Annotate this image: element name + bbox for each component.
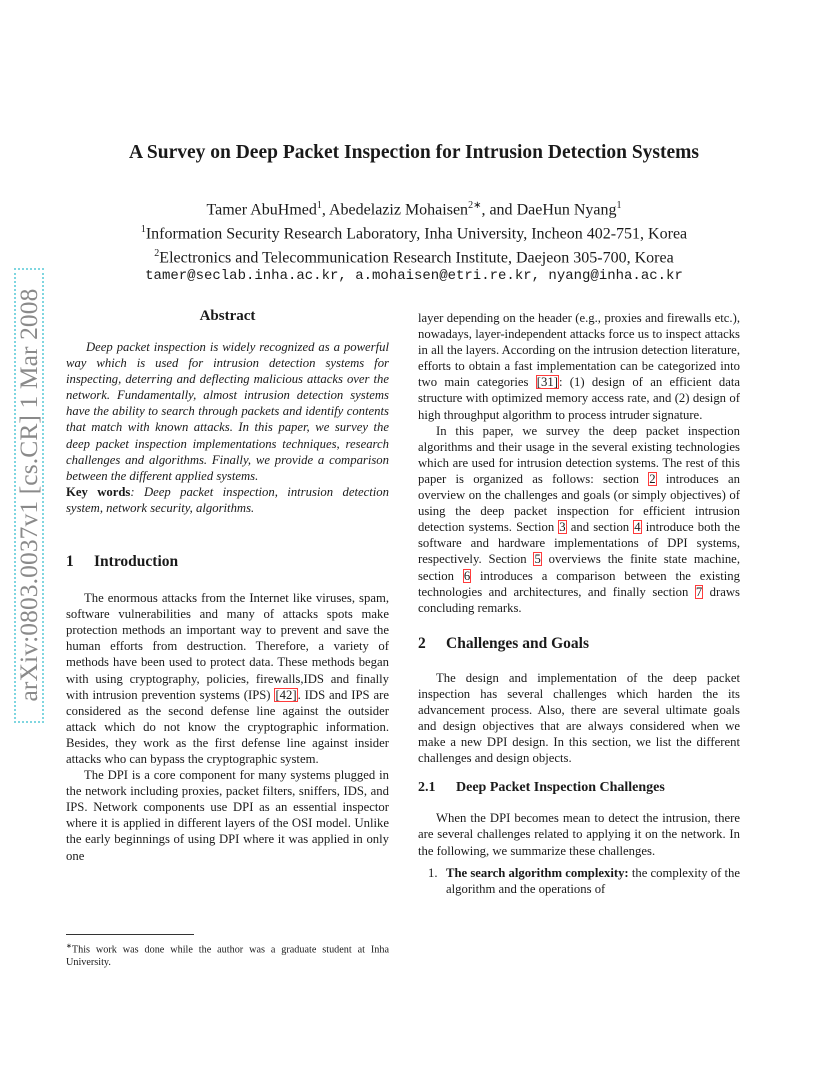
section-2-heading (418, 635, 740, 653)
dpi-challenges-paragraph: When the DPI becomes mean to detect the intrusion, there are several challenges related to applying it on the network. In the following, we summarize these challenges. (418, 811, 740, 858)
citation-link[interactable]: [42] (275, 687, 297, 702)
author-emails[interactable]: tamer@seclab.inha.ac.kr, a.mohaisen@etri.re.kr, nyang@inha.ac.kr (145, 268, 683, 285)
section-number: 2 (418, 634, 426, 652)
list-item-text: the complexity of the algorithm and the operations of (446, 865, 740, 896)
affiliation-superscript: 1 (140, 223, 146, 235)
section-ref-link[interactable]: 3 (559, 520, 566, 535)
paragraph-text: In this paper, we survey the deep packet inspection algorithms and their usage in the several existing technologies which are used for intrusion detection systems. The rest of this paper is organized as follows: section (418, 423, 740, 486)
keywords (66, 484, 389, 516)
intro-paragraph-2: The DPI is a core component for many systems plugged in the network including proxies, packet filters, sniffers, IDS, and IPS. Network components use DPI as an essential inspector where it is applied in different layers of the OSI model. Unlike the early beginnings of using DPI where it was applied in only one (66, 768, 389, 863)
affiliation-2 (0, 244, 828, 268)
right-column (418, 310, 740, 897)
paragraph-text: introduce both the software and hardware implementations of DPI systems, respectively. Section (418, 520, 740, 567)
section-title: Introduction (94, 553, 179, 571)
paragraph-text: introduces a comparison between the existing technologies and architectures, and finally section (418, 568, 740, 599)
paragraph-text: and section (566, 520, 634, 535)
paragraph-text: draws concluding remarks. (418, 584, 740, 615)
paragraph-text: The enormous attacks from the Internet like viruses, spam, software vulnerabilities and many of attacks spots make protection methods an important way to prevent and save the human efforts from destruction. Therefore, a variety of methods have been used to protect data. These methods began with using cryptography, policies, firewalls,IDS and finally with intrusion prevention systems (IPS) (66, 591, 389, 702)
section-ref-link[interactable]: 5 (534, 552, 541, 567)
intro-paragraph-1 (66, 590, 389, 767)
author-name: Abedelaziz Mohaisen (329, 201, 469, 219)
arxiv-identifier[interactable]: arXiv:0803.0037v1 [cs.CR] 1 Mar 2008 (14, 288, 43, 702)
footnote-rule (66, 934, 194, 935)
subsection-2-1-heading (418, 780, 740, 796)
author-superscript: 1 (316, 200, 322, 211)
section-ref-link[interactable]: 2 (649, 471, 656, 486)
subsection-title: Deep Packet Inspection Challenges (456, 780, 665, 796)
arxiv-stamp (4, 268, 56, 723)
paragraph-text: layer depending on the header (e.g., proxies and firewalls etc.), nowadays, layer-independent attacks force us to inspect attacks in all the layers. According on the intrusion detection literature, efforts to obtain a fast implementation can be categorized into two main categories (418, 311, 740, 390)
section-ref-link[interactable]: 6 (463, 568, 471, 583)
subsection-number: 2.1 (418, 780, 436, 796)
left-column (66, 308, 389, 864)
affiliation-text: Electronics and Telecommunication Research Institute, Daejeon 305-700, Korea (159, 248, 674, 266)
keywords-label: Key words (66, 484, 131, 499)
author-name: Tamer AbuHmed (206, 201, 317, 219)
author-superscript: 1 (616, 200, 622, 211)
section-title: Challenges and Goals (446, 634, 589, 652)
affiliation-superscript: 2 (154, 247, 160, 259)
paragraph-text: introduces an overview on the challenges and goals (or simply objectives) of using the deep packet inspection for efficient intrusion detection systems. Section (418, 471, 740, 535)
list-item-label: The search algorithm complexity: (446, 865, 629, 880)
challenges-paragraph: The design and implementation of the deep packet inspection has several challenges which harden the its advancement process. Also, there are several ultimate goals and design objectives that are always considered when we make a new DPI design. In this section, we list the different challenges and design objects. (418, 670, 740, 766)
author-separator: , and (481, 201, 517, 219)
section-ref-link[interactable]: 4 (634, 520, 641, 535)
paragraph-text: . IDS and IPS are considered as the second defense line against the outsider attack which do not know the cryptographic information. Besides, they work as the first defense line against insider attacks who can bypass the cryptographic system. (66, 687, 389, 766)
section-1-heading (66, 553, 389, 571)
list-item (418, 865, 740, 897)
list-number: 1. (428, 865, 438, 880)
keywords-text: : Deep packet inspection, intrusion detection system, network security, algorithms. (66, 484, 389, 515)
affiliation-text: Information Security Research Laboratory, Inha University, Incheon 402-751, Korea (145, 225, 688, 243)
footnote-mark: ∗ (66, 942, 72, 950)
abstract-heading: Abstract (199, 308, 256, 324)
author-name: DaeHun Nyang (516, 201, 617, 219)
intro-paragraph-4 (418, 423, 740, 616)
author-superscript: 2∗ (468, 200, 482, 211)
author-block (0, 196, 828, 287)
author-separator: , (321, 201, 329, 219)
abstract-body: Deep packet inspection is widely recognized as a powerful way which is used for intrusion detection systems for inspecting, deterring and deflecting malicious attacks over the network. Fundamentally, almost intrusion detection systems have the ability to search through packets and identify contents that match with known attacks. In this paper, we survey the deep packet inspection implementations techniques, research challenges and algorithms. Finally, we provide a comparison between the different applied systems. (66, 340, 389, 483)
affiliation-1 (0, 220, 828, 244)
intro-paragraph-3 (418, 310, 740, 423)
citation-link[interactable]: [31] (536, 375, 558, 390)
footnote-text: This work was done while the author was a graduate student at Inha University. (66, 944, 389, 969)
paper-title: A Survey on Deep Packet Inspection for Intrusion Detection Systems (129, 142, 699, 163)
section-ref-link[interactable]: 7 (695, 584, 703, 599)
section-number: 1 (66, 553, 74, 571)
author-line (0, 196, 828, 220)
footnote (66, 940, 389, 969)
paragraph-text: overviews the finite state machine, section (418, 552, 740, 583)
paragraph-text: : (1) design of an efficient data structure with optimized memory access rate, and (2) design of high throughput algorithm to process intruder signature. (418, 375, 741, 422)
